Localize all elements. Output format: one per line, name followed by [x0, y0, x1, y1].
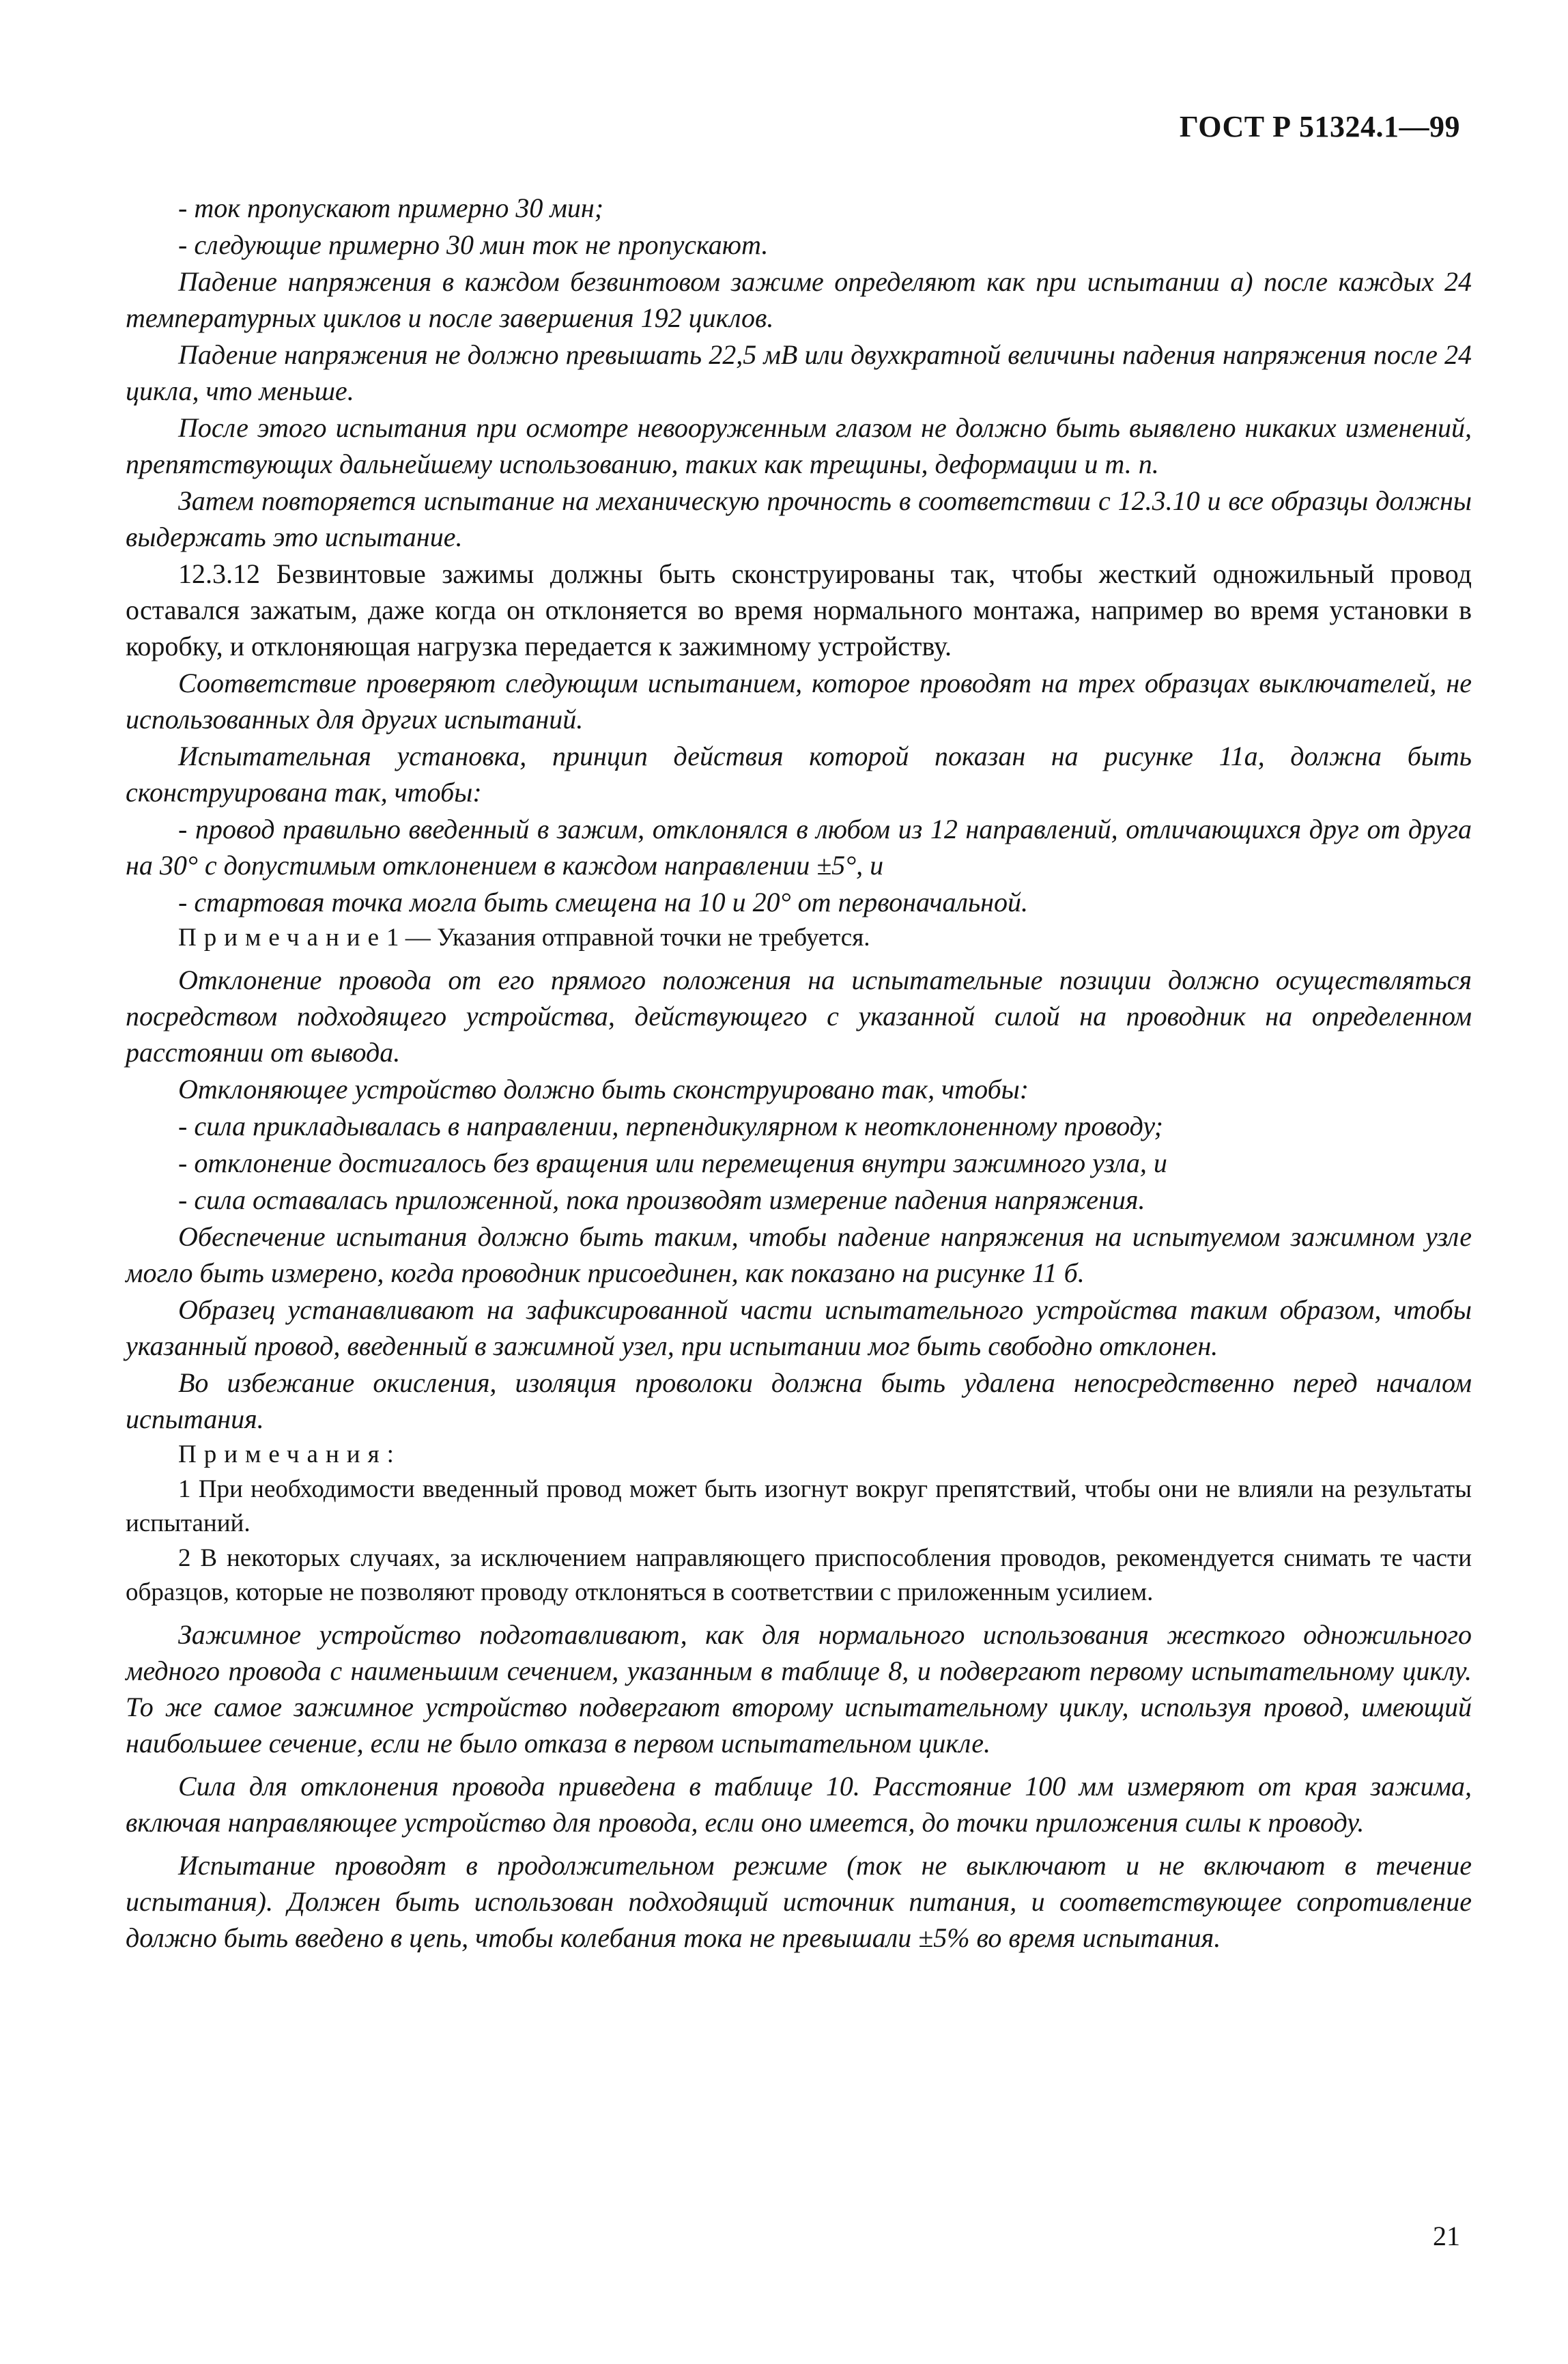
paragraph-test-setup-start-point: - стартовая точка могла быть смещена на 10 и 20° от первоначальной. — [178, 887, 1028, 917]
note-item-2: 2 В некоторых случаях, за исключением направляющего приспособления проводов, рекомендуется снимать те части образцов, которые не позволяют проводу отклоняться в соответствии с приложенным усилием. — [126, 1544, 1472, 1606]
note-item-1: 1 При необходимости введенный провод может быть изогнут вокруг препятствий, чтобы они не влияли на результаты испытаний. — [126, 1475, 1472, 1537]
note-1 — [126, 921, 1472, 955]
paragraph-continuous-mode: Испытание проводят в продолжительном режиме (ток не выключают и не включают в течение испытания). Должен быть использован подходящий источник питания, и соответствующее сопротивление должно быть введено в цепь, чтобы колебания тока не превышали ±5% во время испытания. — [126, 1850, 1472, 1953]
paragraph-mechanical-strength-retest: Затем повторяется испытание на механическую прочность в соответствии с 12.3.10 и все образцы должны выдержать это испытание. — [126, 485, 1472, 552]
document-header: ГОСТ Р 51324.1—99 — [1179, 110, 1460, 143]
paragraph-test-setup: Испытательная установка, принцип действия которой показан на рисунке 11а, должна быть сконструирована так, чтобы: — [126, 741, 1472, 808]
paragraph-current-off: - следующие примерно 30 мин ток не пропускают. — [178, 229, 769, 260]
paragraph-visual-inspection: После этого испытания при осмотре невооруженным глазом не должно быть выявлено никаких изменений, препятствующих дальнейшему использованию, таких как трещины, деформации и т. п. — [126, 412, 1472, 479]
paragraph-deflection-force-direction: - сила прикладывалась в направлении, перпендикулярном к неотклоненному проводу; — [178, 1111, 1163, 1141]
paragraph-deflection-device: Отклоняющее устройство должно быть сконструировано так, чтобы: — [178, 1074, 1029, 1105]
notes-label: Примечания: — [178, 1440, 401, 1468]
paragraph-insulation-removal: Во избежание окисления, изоляция проволоки должна быть удалена непосредственно перед началом испытания. — [126, 1367, 1472, 1434]
paragraph-test-provision: Обеспечение испытания должно быть таким, чтобы падение напряжения на испытуемом зажимном узле могло быть измерено, когда проводник присоединен, как показано на рисунке 11 б. — [126, 1221, 1472, 1288]
paragraph-voltage-drop-limit: Падение напряжения не должно превышать 22,5 мВ или двухкратной величины падения напряжения после 24 цикла, что меньше. — [126, 339, 1472, 406]
paragraph-deflection-method: Отклонение провода от его прямого положения на испытательные позиции должно осуществляться посредством подходящего устройства, действующего с указанной силой на проводник на определенном расстоянии от вывода. — [126, 965, 1472, 1068]
paragraph-clamp-preparation: Зажимное устройство подготавливают, как для нормального использования жесткого одножильного медного провода с наименьшим сечением, указанным в таблице 8, и подвергают первому испытательному циклу. То же самое зажимное устройство подвергают второму испытательному циклу, используя провод, имеющий наибольшее сечение, если не было отказа в первом испытательном цикле. — [126, 1619, 1472, 1758]
paragraph-test-setup-directions: - провод правильно введенный в зажим, отклонялся в любом из 12 направлений, отличающихся друг от друга на 30° с допустимым отклонением в каждом направлении ±5°, и — [126, 814, 1472, 881]
paragraph-sample-mounting: Образец устанавливают на зафиксированной части испытательного устройства таким образом, чтобы указанный провод, введенный в зажимной узел, при испытании мог быть свободно отклонен. — [126, 1294, 1472, 1361]
note-1-number: 1 — [386, 924, 399, 952]
paragraph-deflection-no-rotation: - отклонение достигалось без вращения или перемещения внутри зажимного узла, и — [178, 1148, 1167, 1178]
note-1-text: — Указания отправной точки не требуется. — [399, 924, 870, 952]
page-number: 21 — [1433, 2221, 1460, 2251]
paragraph-deflection-force: Сила для отклонения провода приведена в таблице 10. Расстояние 100 мм измеряют от края зажима, включая направляющее устройство для провода, если оно имеется, до точки приложения силы к проводу. — [126, 1771, 1472, 1838]
clause-12-3-12: 12.3.12 Безвинтовые зажимы должны быть сконструированы так, чтобы жесткий одножильный провод оставался зажатым, даже когда он отклоняется во время нормального монтажа, например во время установки в коробку, и отклоняющая нагрузка передается к зажимному устройству. — [126, 558, 1472, 661]
paragraph-deflection-force-applied: - сила оставалась приложенной, пока производят измерение падения напряжения. — [178, 1184, 1145, 1215]
paragraph-voltage-drop-determination: Падение напряжения в каждом безвинтовом зажиме определяют как при испытании а) после каждых 24 температурных циклов и после завершения 192 циклов. — [126, 266, 1472, 333]
paragraph-compliance-test: Соответствие проверяют следующим испытанием, которое проводят на трех образцах выключателей, не использованных для других испытаний. — [126, 668, 1472, 735]
paragraph-current-on: - ток пропускают примерно 30 мин; — [178, 193, 604, 223]
note-1-label: Примечание — [178, 924, 386, 952]
document-body — [126, 190, 1472, 1956]
